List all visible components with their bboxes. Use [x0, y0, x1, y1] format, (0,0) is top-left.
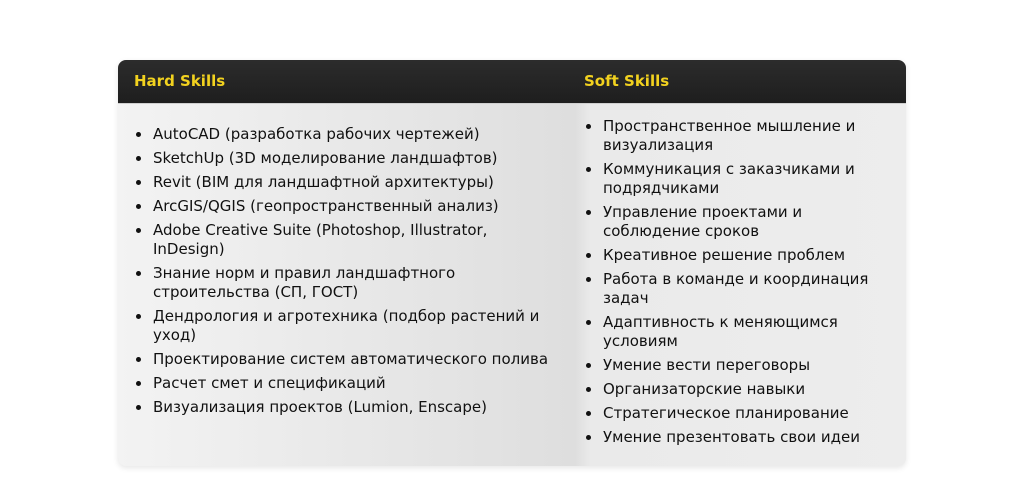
- soft-skill-item: Адаптивность к меняющимся условиям: [584, 313, 884, 351]
- hard-skill-item: AutoCAD (разработка рабочих чертежей): [134, 125, 554, 144]
- hard-skill-item: Расчет смет и спецификаций: [134, 374, 554, 393]
- soft-skill-item: Управление проектами и соблюдение сроков: [584, 203, 884, 241]
- soft-skill-item: Коммуникация с заказчиками и подрядчиками: [584, 160, 884, 198]
- hard-skill-item: SketchUp (3D моделирование ландшафтов): [134, 149, 554, 168]
- hard-skill-item: Adobe Creative Suite (Photoshop, Illustrator, InDesign): [134, 221, 554, 259]
- hard-skill-item: Дендрология и агротехника (подбор растений и уход): [134, 307, 554, 345]
- hard-skill-item: Revit (BIM для ландшафтной архитектуры): [134, 173, 554, 192]
- soft-skills-list: [584, 117, 884, 452]
- soft-skill-item: Пространственное мышление и визуализация: [584, 117, 884, 155]
- soft-skill-item: Стратегическое планирование: [584, 404, 884, 423]
- table-header: [118, 60, 906, 104]
- soft-skill-item: Креативное решение проблем: [584, 246, 884, 265]
- hard-skills-heading: Hard Skills: [134, 72, 226, 90]
- hard-skills-list: [134, 125, 554, 422]
- table-body: [118, 104, 906, 466]
- hard-skill-item: Знание норм и правил ландшафтного строительства (СП, ГОСТ): [134, 264, 554, 302]
- hard-skill-item: Проектирование систем автоматического полива: [134, 350, 554, 369]
- soft-skills-heading: Soft Skills: [584, 72, 670, 90]
- hard-skill-item: ArcGIS/QGIS (геопространственный анализ): [134, 197, 554, 216]
- soft-skill-item: Работа в команде и координация задач: [584, 270, 884, 308]
- hard-skill-item: Визуализация проектов (Lumion, Enscape): [134, 398, 554, 417]
- soft-skill-item: Организаторские навыки: [584, 380, 884, 399]
- soft-skill-item: Умение вести переговоры: [584, 356, 884, 375]
- soft-skill-item: Умение презентовать свои идеи: [584, 428, 884, 447]
- skills-table: [118, 60, 906, 466]
